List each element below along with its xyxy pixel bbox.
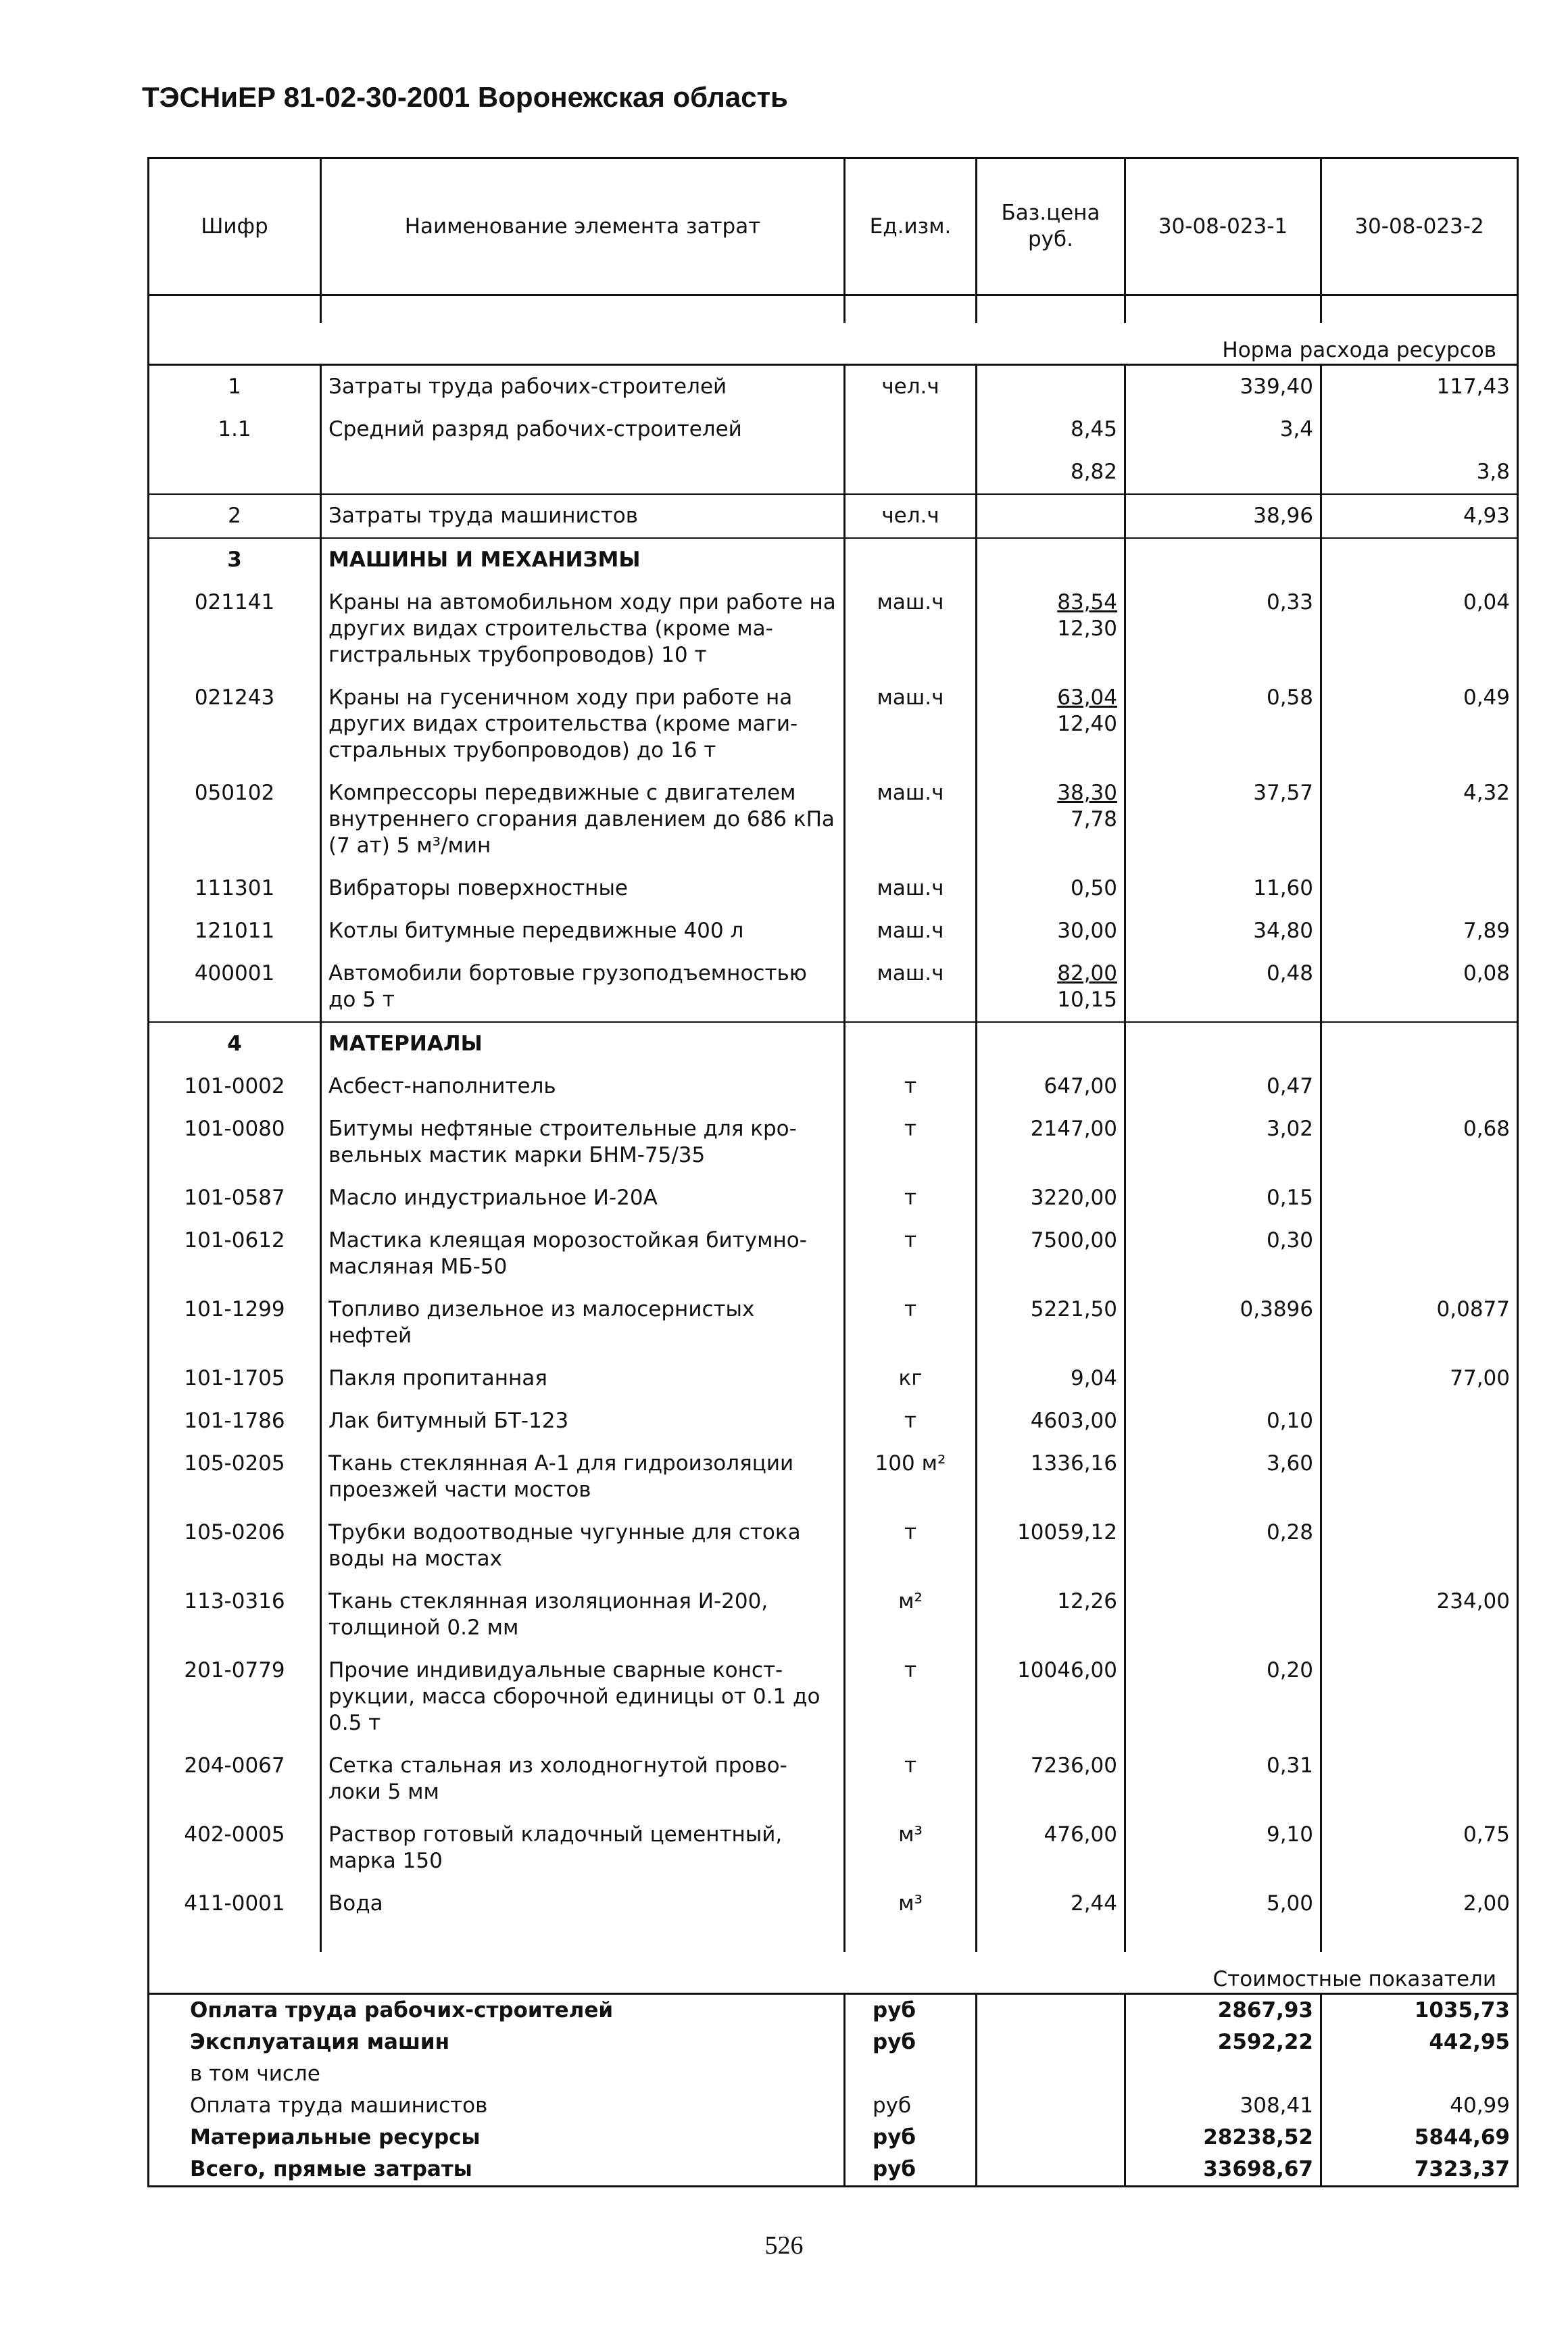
row-name: Краны на гусеничном ходу при работе на других видах строительства (кроме маги-стральных трубопроводов) до 16 т [321, 677, 845, 772]
row-unit: т [845, 1108, 977, 1177]
summary-unit: руб [845, 1994, 977, 2027]
row-norm-col1 [1125, 538, 1321, 581]
summary-price-cell [977, 2058, 1125, 2090]
row-price-value: 7500,00 [1030, 1228, 1117, 1253]
row-price [977, 1357, 1125, 1400]
row-norm-col2 [1321, 867, 1518, 910]
row-norm-col2: 234,00 [1321, 1580, 1518, 1649]
summary-price-cell [977, 2090, 1125, 2122]
summary-price-cell [977, 2026, 1125, 2058]
row-unit [845, 1022, 977, 1065]
summary-label: Материальные ресурсы [149, 2122, 845, 2154]
row-code: 2 [149, 494, 321, 538]
summary-col2: 442,95 [1321, 2026, 1518, 2058]
table-row [149, 1219, 1518, 1288]
row-unit [845, 538, 977, 581]
row-unit: т [845, 1649, 977, 1745]
row-name: Раствор готовый кладочный цементный, марка 150 [321, 1814, 845, 1883]
header-col1: 30-08-023-1 [1125, 158, 1321, 295]
table-row [149, 1649, 1518, 1745]
row-norm-col1: 38,96 [1125, 494, 1321, 538]
row-norm-col1: 0,48 [1125, 952, 1321, 1022]
row-name: Затраты труда рабочих-строителей [321, 365, 845, 409]
summary-label: Оплата труда машинистов [149, 2090, 845, 2122]
row-code: 101-0080 [149, 1108, 321, 1177]
row-price-value: 8,82 [1070, 460, 1117, 484]
row-price [977, 538, 1125, 581]
summary-row [149, 2058, 1518, 2090]
row-unit: маш.ч [845, 952, 977, 1022]
table-row [149, 1065, 1518, 1108]
row-name: Ткань стеклянная изоляционная И-200, толщиной 0.2 мм [321, 1580, 845, 1649]
summary-col2: 1035,73 [1321, 1994, 1518, 2027]
table-row [149, 1580, 1518, 1649]
row-price [977, 494, 1125, 538]
summary-unit [845, 2058, 977, 2090]
row-norm-col1: 3,4 [1125, 408, 1321, 451]
row-norm-col2 [1321, 1400, 1518, 1442]
row-unit: 100 м² [845, 1442, 977, 1511]
row-unit: маш.ч [845, 910, 977, 952]
summary-col2 [1321, 2058, 1518, 2090]
row-price-value: 5221,50 [1030, 1297, 1117, 1321]
summary-row [149, 2154, 1518, 2187]
page-title: ТЭСНиЕР 81-02-30-2001 Воронежская область [142, 81, 788, 113]
row-name: Котлы битумные передвижные 400 л [321, 910, 845, 952]
row-norm-col1: 0,58 [1125, 677, 1321, 772]
row-code: 050102 [149, 772, 321, 867]
row-name: Мастика клеящая морозостойкая битумно-масляная МБ-50 [321, 1219, 845, 1288]
table-row [149, 952, 1518, 1022]
row-norm-col2: 0,75 [1321, 1814, 1518, 1883]
row-norm-col2: 3,8 [1321, 451, 1518, 494]
table-row [149, 1883, 1518, 1925]
table-row [149, 1288, 1518, 1357]
row-price-value: 3220,00 [1030, 1186, 1117, 1210]
row-code: 402-0005 [149, 1814, 321, 1883]
row-norm-col1: 37,57 [1125, 772, 1321, 867]
row-name: Прочие индивидуальные сварные конст-рукции, масса сборочной единицы от 0.1 до 0.5 т [321, 1649, 845, 1745]
table-row [149, 1400, 1518, 1442]
header-code: Шифр [149, 158, 321, 295]
row-price-sub-value: 7,78 [1070, 807, 1117, 831]
row-norm-col2 [1321, 1649, 1518, 1745]
row-name: Затраты труда машинистов [321, 494, 845, 538]
row-unit: т [845, 1065, 977, 1108]
row-price-value: 0,50 [1070, 876, 1117, 900]
row-norm-col1: 0,28 [1125, 1511, 1321, 1580]
row-price-value: 476,00 [1044, 1822, 1117, 1847]
row-unit: м³ [845, 1814, 977, 1883]
row-norm-col2 [1321, 1745, 1518, 1814]
summary-unit: руб [845, 2154, 977, 2187]
header-price: Баз.цена руб. [977, 158, 1125, 295]
row-unit: кг [845, 1357, 977, 1400]
row-name: Топливо дизельное из малосернистых нефтей [321, 1288, 845, 1357]
row-price [977, 677, 1125, 772]
row-price [977, 1022, 1125, 1065]
row-price-value: 10046,00 [1017, 1658, 1117, 1682]
row-code: 101-1299 [149, 1288, 321, 1357]
row-unit: м² [845, 1580, 977, 1649]
norm-band-label: Норма расхода ресурсов [149, 323, 1518, 365]
table-row [149, 451, 1518, 494]
summary-price-cell [977, 1994, 1125, 2027]
table-row [149, 581, 1518, 677]
row-unit: чел.ч [845, 494, 977, 538]
row-code [149, 451, 321, 494]
row-norm-col1: 5,00 [1125, 1883, 1321, 1925]
row-price [977, 1814, 1125, 1883]
summary-unit: руб [845, 2090, 977, 2122]
row-code: 1 [149, 365, 321, 409]
table-row [149, 365, 1518, 409]
resource-rows [149, 365, 1518, 1926]
row-price-sub-value: 12,30 [1057, 616, 1117, 641]
row-name: Лак битумный БТ-123 [321, 1400, 845, 1442]
table-row [149, 1745, 1518, 1814]
summary-label: Оплата труда рабочих-строителей [149, 1994, 845, 2027]
row-norm-col1: 0,31 [1125, 1745, 1321, 1814]
row-price-value: 12,26 [1057, 1589, 1117, 1613]
summary-col1: 2867,93 [1125, 1994, 1321, 2027]
row-price-value: 647,00 [1044, 1074, 1117, 1098]
table-row [149, 1814, 1518, 1883]
row-code: 021141 [149, 581, 321, 677]
summary-rows [149, 1994, 1518, 2187]
summary-price-cell [977, 2122, 1125, 2154]
row-price-value: 2147,00 [1030, 1117, 1117, 1141]
row-code: 111301 [149, 867, 321, 910]
row-code: 101-0002 [149, 1065, 321, 1108]
row-unit [845, 408, 977, 451]
row-code: 105-0206 [149, 1511, 321, 1580]
row-code: 1.1 [149, 408, 321, 451]
table-header-row [149, 158, 1518, 295]
row-code: 113-0316 [149, 1580, 321, 1649]
row-norm-col1: 0,20 [1125, 1649, 1321, 1745]
row-norm-col1: 3,02 [1125, 1108, 1321, 1177]
summary-col1: 2592,22 [1125, 2026, 1321, 2058]
row-unit: т [845, 1219, 977, 1288]
row-norm-col2: 2,00 [1321, 1883, 1518, 1925]
row-price [977, 772, 1125, 867]
row-unit [845, 451, 977, 494]
row-code: 201-0779 [149, 1649, 321, 1745]
row-norm-col2: 4,32 [1321, 772, 1518, 867]
table-row [149, 1357, 1518, 1400]
row-price [977, 451, 1125, 494]
row-norm-col1 [1125, 451, 1321, 494]
row-name: Ткань стеклянная А-1 для гидроизоляции проезжей части мостов [321, 1442, 845, 1511]
row-name: Трубки водоотводные чугунные для стока воды на мостах [321, 1511, 845, 1580]
row-name: Сетка стальная из холодногнутой прово-локи 5 мм [321, 1745, 845, 1814]
row-code: 101-0612 [149, 1219, 321, 1288]
row-norm-col2: 0,0877 [1321, 1288, 1518, 1357]
row-price [977, 1288, 1125, 1357]
row-price-value: 2,44 [1070, 1891, 1117, 1916]
row-norm-col2: 7,89 [1321, 910, 1518, 952]
row-norm-col1: 11,60 [1125, 867, 1321, 910]
row-price [977, 1065, 1125, 1108]
row-norm-col2: 0,08 [1321, 952, 1518, 1022]
row-norm-col1 [1125, 1580, 1321, 1649]
row-code: 101-1705 [149, 1357, 321, 1400]
row-price-value: 1336,16 [1030, 1451, 1117, 1476]
summary-col2: 5844,69 [1321, 2122, 1518, 2154]
row-norm-col2 [1321, 408, 1518, 451]
row-price [977, 867, 1125, 910]
row-norm-col2: 0,04 [1321, 581, 1518, 677]
row-code: 021243 [149, 677, 321, 772]
row-norm-col2: 0,68 [1321, 1108, 1518, 1177]
row-price [977, 408, 1125, 451]
row-code: 121011 [149, 910, 321, 952]
row-name: Компрессоры передвижные с двигателем внутреннего сгорания давлением до 686 кПа (7 ат) 5 м³/мин [321, 772, 845, 867]
row-norm-col1: 0,10 [1125, 1400, 1321, 1442]
summary-label: Эксплуатация машин [149, 2026, 845, 2058]
row-price [977, 1745, 1125, 1814]
row-price-value: 83,54 [1057, 590, 1117, 614]
row-name: Пакля пропитанная [321, 1357, 845, 1400]
row-code: 204-0067 [149, 1745, 321, 1814]
row-unit: маш.ч [845, 581, 977, 677]
row-price-value: 9,04 [1070, 1366, 1117, 1390]
row-norm-col1: 9,10 [1125, 1814, 1321, 1883]
summary-col2: 7323,37 [1321, 2154, 1518, 2187]
row-norm-col1: 0,3896 [1125, 1288, 1321, 1357]
row-norm-col2: 0,49 [1321, 677, 1518, 772]
row-norm-col2 [1321, 1177, 1518, 1219]
row-norm-col2 [1321, 1442, 1518, 1511]
row-norm-col1 [1125, 1022, 1321, 1065]
row-code: 400001 [149, 952, 321, 1022]
row-unit: маш.ч [845, 677, 977, 772]
row-name [321, 451, 845, 494]
row-price-value: 38,30 [1057, 781, 1117, 805]
row-unit: чел.ч [845, 365, 977, 409]
row-name: Масло индустриальное И-20А [321, 1177, 845, 1219]
row-code: 105-0205 [149, 1442, 321, 1511]
norm-band-row [149, 323, 1518, 365]
row-price [977, 365, 1125, 409]
header-name: Наименование элемента затрат [321, 158, 845, 295]
row-norm-col2 [1321, 1219, 1518, 1288]
row-name: Автомобили бортовые грузоподъемностью до 5 т [321, 952, 845, 1022]
row-price-value: 82,00 [1057, 961, 1117, 986]
row-norm-col2 [1321, 538, 1518, 581]
cost-band-row [149, 1952, 1518, 1994]
row-price [977, 1442, 1125, 1511]
row-norm-col1: 34,80 [1125, 910, 1321, 952]
row-norm-col2: 117,43 [1321, 365, 1518, 409]
row-price [977, 1108, 1125, 1177]
row-norm-col1: 0,15 [1125, 1177, 1321, 1219]
row-code: 4 [149, 1022, 321, 1065]
row-price [977, 1511, 1125, 1580]
summary-row [149, 2122, 1518, 2154]
header-col2: 30-08-023-2 [1321, 158, 1518, 295]
row-price-value: 10059,12 [1017, 1520, 1117, 1545]
row-unit: т [845, 1745, 977, 1814]
table-row [149, 1022, 1518, 1065]
page-number: 526 [764, 2231, 804, 2260]
row-name: МАТЕРИАЛЫ [321, 1022, 845, 1065]
table-row [149, 1511, 1518, 1580]
row-norm-col2 [1321, 1511, 1518, 1580]
summary-col1 [1125, 2058, 1321, 2090]
row-name: Средний разряд рабочих-строителей [321, 408, 845, 451]
row-unit: маш.ч [845, 867, 977, 910]
row-name: МАШИНЫ И МЕХАНИЗМЫ [321, 538, 845, 581]
row-price [977, 952, 1125, 1022]
row-unit: м³ [845, 1883, 977, 1925]
row-code: 101-1786 [149, 1400, 321, 1442]
row-unit: т [845, 1511, 977, 1580]
row-name: Вибраторы поверхностные [321, 867, 845, 910]
summary-unit: руб [845, 2026, 977, 2058]
row-price-value: 30,00 [1057, 919, 1117, 943]
row-unit: т [845, 1177, 977, 1219]
summary-label: Всего, прямые затраты [149, 2154, 845, 2187]
table-row [149, 538, 1518, 581]
table-row [149, 1442, 1518, 1511]
row-code: 101-0587 [149, 1177, 321, 1219]
row-price-value: 4603,00 [1030, 1409, 1117, 1433]
table-row [149, 772, 1518, 867]
table-row [149, 1177, 1518, 1219]
table-row [149, 1108, 1518, 1177]
summary-price-cell [977, 2154, 1125, 2187]
row-price-value: 63,04 [1057, 685, 1117, 710]
row-price [977, 1219, 1125, 1288]
row-price [977, 581, 1125, 677]
row-norm-col2: 77,00 [1321, 1357, 1518, 1400]
summary-label: в том числе [149, 2058, 845, 2090]
row-code: 411-0001 [149, 1883, 321, 1925]
header-unit: Ед.изм. [845, 158, 977, 295]
table-row [149, 910, 1518, 952]
row-price [977, 910, 1125, 952]
table-row [149, 494, 1518, 538]
summary-row [149, 2090, 1518, 2122]
row-norm-col1 [1125, 1357, 1321, 1400]
row-price-sub-value: 12,40 [1057, 712, 1117, 736]
row-price [977, 1400, 1125, 1442]
row-norm-col1: 339,40 [1125, 365, 1321, 409]
summary-row [149, 1994, 1518, 2027]
row-norm-col2 [1321, 1022, 1518, 1065]
row-norm-col2 [1321, 1065, 1518, 1108]
row-unit: маш.ч [845, 772, 977, 867]
row-name: Асбест-наполнитель [321, 1065, 845, 1108]
row-price-value: 8,45 [1070, 417, 1117, 441]
summary-col2: 40,99 [1321, 2090, 1518, 2122]
row-price-sub-value: 10,15 [1057, 988, 1117, 1012]
summary-col1: 308,41 [1125, 2090, 1321, 2122]
summary-unit: руб [845, 2122, 977, 2154]
row-price [977, 1649, 1125, 1745]
row-name: Краны на автомобильном ходу при работе на других видах строительства (кроме ма-гистральных трубопроводов) 10 т [321, 581, 845, 677]
row-norm-col1: 0,30 [1125, 1219, 1321, 1288]
row-norm-col2: 4,93 [1321, 494, 1518, 538]
row-price-value: 7236,00 [1030, 1753, 1117, 1778]
row-name: Вода [321, 1883, 845, 1925]
table-row [149, 677, 1518, 772]
row-norm-col1: 3,60 [1125, 1442, 1321, 1511]
row-unit: т [845, 1400, 977, 1442]
summary-col1: 33698,67 [1125, 2154, 1321, 2187]
row-name: Битумы нефтяные строительные для кро-вельных мастик марки БНМ-75/35 [321, 1108, 845, 1177]
row-price [977, 1883, 1125, 1925]
table-row [149, 867, 1518, 910]
row-price [977, 1177, 1125, 1219]
summary-col1: 28238,52 [1125, 2122, 1321, 2154]
row-price [977, 1580, 1125, 1649]
resource-norms-table [147, 157, 1519, 2187]
table-row [149, 408, 1518, 451]
row-norm-col1: 0,47 [1125, 1065, 1321, 1108]
row-code: 3 [149, 538, 321, 581]
row-unit: т [845, 1288, 977, 1357]
cost-band-label: Стоимостные показатели [149, 1952, 1518, 1994]
row-norm-col1: 0,33 [1125, 581, 1321, 677]
summary-row [149, 2026, 1518, 2058]
